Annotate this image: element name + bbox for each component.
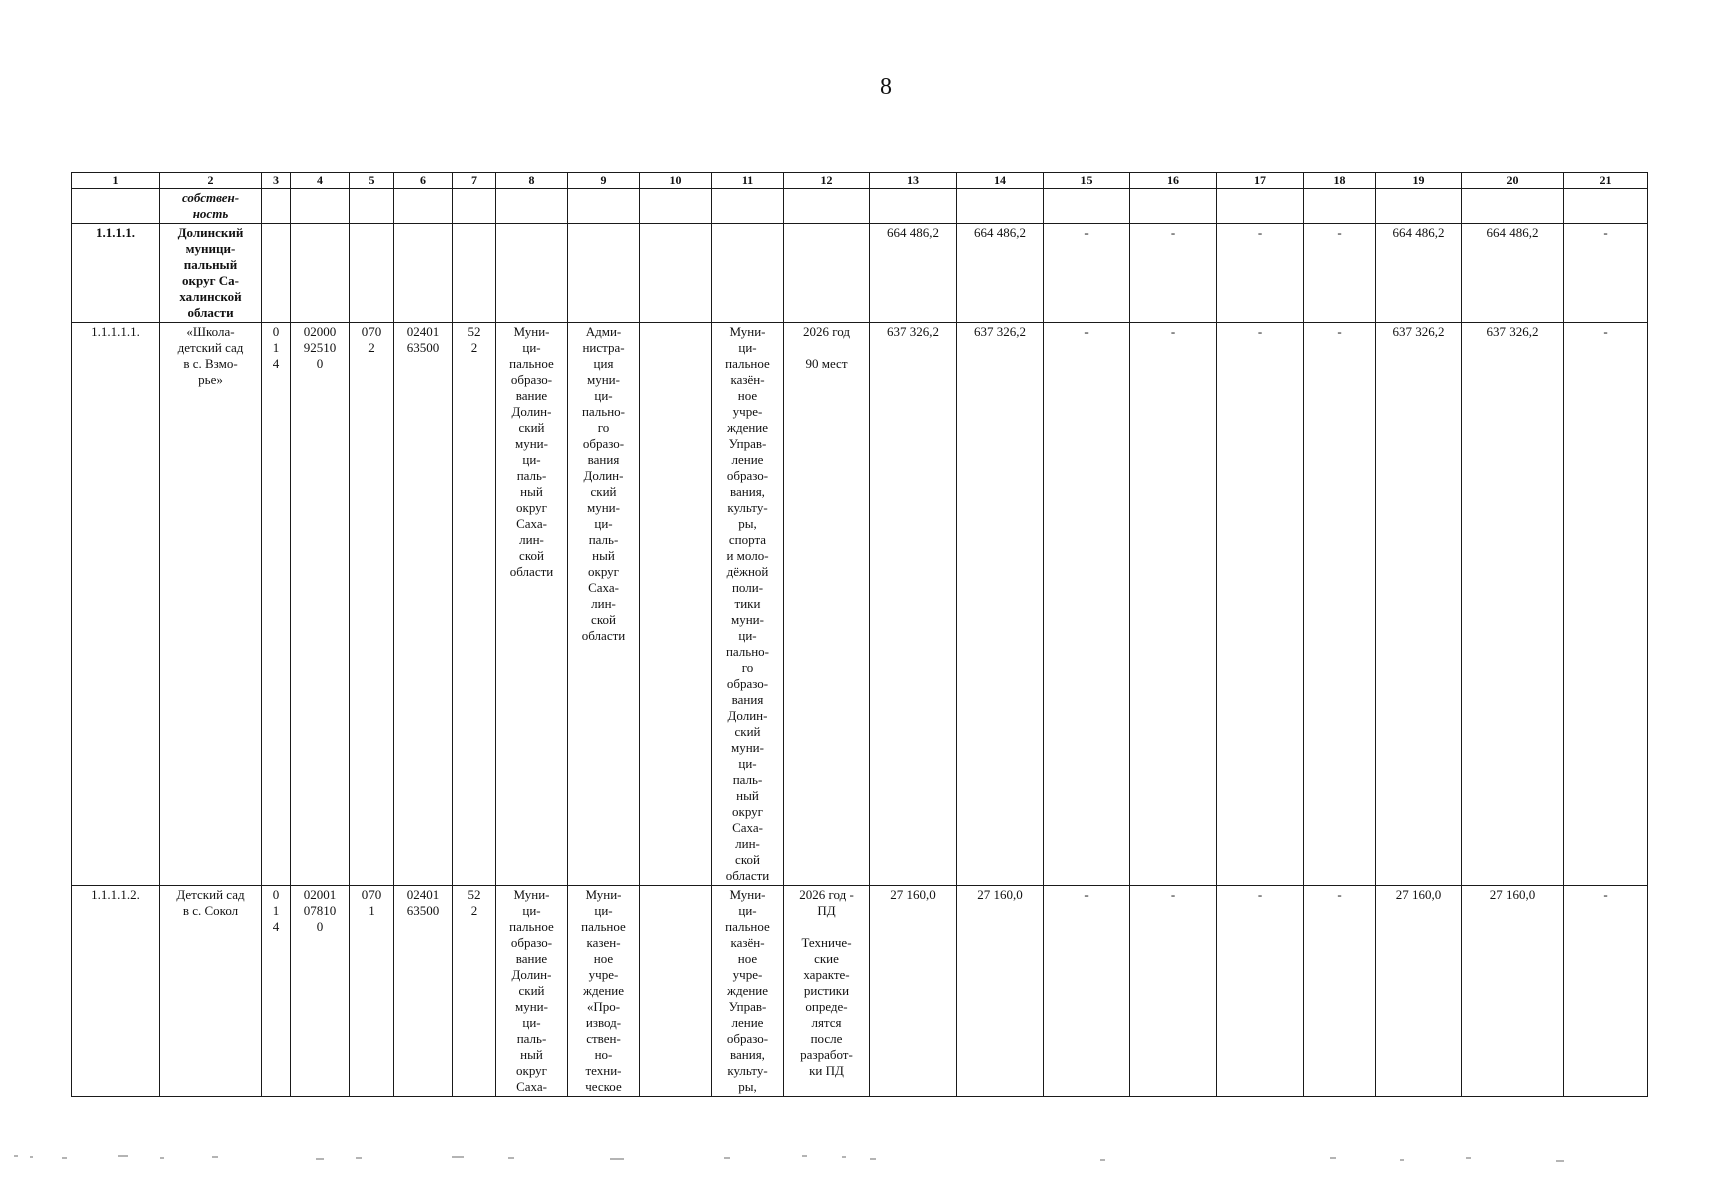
table-cell: [453, 224, 496, 323]
object-name-cell: собствен- ность: [160, 189, 262, 224]
column-header: 9: [568, 173, 640, 189]
table-cell: [72, 189, 160, 224]
dash-cell: -: [1304, 323, 1376, 886]
amount-cell: 27 160,0: [957, 886, 1044, 1097]
column-header: 14: [957, 173, 1044, 189]
code-cell: 52 2: [453, 886, 496, 1097]
code-cell: 02401 63500: [394, 886, 453, 1097]
table-row-object: [72, 323, 1648, 886]
owner-cell: Муни- ци- пальное образо- вание Долин- ский муни- ци- паль- ный округ Саха- лин- ской области: [496, 323, 568, 886]
column-header: 16: [1130, 173, 1217, 189]
column-header: 10: [640, 173, 712, 189]
table-cell: [870, 189, 957, 224]
column-header: 5: [350, 173, 394, 189]
scan-noise-decoration: [0, 1148, 1714, 1172]
column-header: 2: [160, 173, 262, 189]
column-header: 21: [1564, 173, 1648, 189]
table-cell: [394, 189, 453, 224]
column-header: 11: [712, 173, 784, 189]
term-text: 2026 год: [803, 324, 850, 339]
table-cell: [640, 224, 712, 323]
table-cell: [712, 224, 784, 323]
row-number-cell: 1.1.1.1.1.: [72, 323, 160, 886]
column-header: 1: [72, 173, 160, 189]
table-cell: [350, 189, 394, 224]
table-cell: [350, 224, 394, 323]
term-capacity-cell: [784, 323, 870, 886]
column-header: 7: [453, 173, 496, 189]
table-cell: [1304, 189, 1376, 224]
column-header: 8: [496, 173, 568, 189]
capacity-text: 90 мест: [805, 356, 848, 371]
capacity-text: Техниче- ские характе- ристики опреде- лятся после разработ- ки ПД: [800, 935, 853, 1078]
amount-cell: 27 160,0: [1462, 886, 1564, 1097]
table-cell: [640, 323, 712, 886]
column-header: 3: [262, 173, 291, 189]
developer-cell: Муни- ци- пальное казён- ное учре- ждение Управ- ление образо- вания, культу- ры,: [712, 886, 784, 1097]
table-cell: [262, 189, 291, 224]
table-cell: [1376, 189, 1462, 224]
amount-cell: 637 326,2: [870, 323, 957, 886]
row-number-cell: 1.1.1.1.: [72, 224, 160, 323]
dash-cell: -: [1564, 323, 1648, 886]
amount-cell: 27 160,0: [870, 886, 957, 1097]
amount-cell: 637 326,2: [1376, 323, 1462, 886]
column-header: 4: [291, 173, 350, 189]
code-cell: 02401 63500: [394, 323, 453, 886]
customer-cell: Адми- нистра- ция муни- ци- пально- го образо- вания Долин- ский муни- ци- паль- ный округ Саха- лин- ской области: [568, 323, 640, 886]
table-cell: [568, 189, 640, 224]
amount-cell: 664 486,2: [870, 224, 957, 323]
amount-cell: 637 326,2: [957, 323, 1044, 886]
code-cell: 02000 92510 0: [291, 323, 350, 886]
dash-cell: -: [1304, 224, 1376, 323]
page-number: 8: [880, 74, 892, 100]
column-header: 19: [1376, 173, 1462, 189]
table-cell: [640, 189, 712, 224]
dash-cell: -: [1564, 224, 1648, 323]
table-cell: [1130, 189, 1217, 224]
object-name-cell: «Школа- детский сад в с. Взмо- рье»: [160, 323, 262, 886]
amount-cell: 664 486,2: [957, 224, 1044, 323]
table-cell: [496, 189, 568, 224]
code-cell: 070 2: [350, 323, 394, 886]
owner-cell: Муни- ци- пальное образо- вание Долин- ский муни- ци- паль- ный округ Саха-: [496, 886, 568, 1097]
dash-cell: -: [1564, 886, 1648, 1097]
term-text: 2026 год - ПД: [799, 887, 854, 918]
dash-cell: -: [1217, 323, 1304, 886]
table-row-district: [72, 224, 1648, 323]
dash-cell: -: [1217, 224, 1304, 323]
table-cell: [394, 224, 453, 323]
amount-cell: 664 486,2: [1462, 224, 1564, 323]
column-header: 20: [1462, 173, 1564, 189]
dash-cell: -: [1044, 886, 1130, 1097]
table-cell: [1217, 189, 1304, 224]
code-cell: 52 2: [453, 323, 496, 886]
header-row: [72, 173, 1648, 189]
dash-cell: -: [1217, 886, 1304, 1097]
table-cell: [453, 189, 496, 224]
amount-cell: 664 486,2: [1376, 224, 1462, 323]
amount-cell: 27 160,0: [1376, 886, 1462, 1097]
table-cell: [291, 224, 350, 323]
column-header: 17: [1217, 173, 1304, 189]
table-cell: [640, 886, 712, 1097]
dash-cell: -: [1304, 886, 1376, 1097]
table-cell: [496, 224, 568, 323]
table-cell: [712, 189, 784, 224]
table-row-object: [72, 886, 1648, 1097]
code-cell: 0 1 4: [262, 886, 291, 1097]
table-cell: [568, 224, 640, 323]
code-cell: 070 1: [350, 886, 394, 1097]
dash-cell: -: [1130, 886, 1217, 1097]
column-header: 18: [1304, 173, 1376, 189]
dash-cell: -: [1130, 224, 1217, 323]
table-cell: [784, 224, 870, 323]
table-cell: [1462, 189, 1564, 224]
table-cell: [957, 189, 1044, 224]
term-capacity-cell: [784, 886, 870, 1097]
object-name-cell: Детский сад в с. Сокол: [160, 886, 262, 1097]
table-cell: [291, 189, 350, 224]
column-header: 13: [870, 173, 957, 189]
table-row-continuation: [72, 189, 1648, 224]
table-cell: [262, 224, 291, 323]
developer-cell: Муни- ци- пальное казён- ное учре- ждение Управ- ление образо- вания, культу- ры, спорта и моло- дёжной поли- тики муни- ци- пально- го образо- вания Долин- ский муни- ци- паль- ный округ Саха- лин- ской области: [712, 323, 784, 886]
table-cell: [1564, 189, 1648, 224]
budget-table: [71, 172, 1648, 1097]
table-cell: [784, 189, 870, 224]
amount-cell: 637 326,2: [1462, 323, 1564, 886]
row-number-cell: 1.1.1.1.2.: [72, 886, 160, 1097]
column-header: 12: [784, 173, 870, 189]
object-name-cell: Долинский муници- пальный округ Са- халинской области: [160, 224, 262, 323]
column-header: 6: [394, 173, 453, 189]
table-cell: [1044, 189, 1130, 224]
dash-cell: -: [1044, 323, 1130, 886]
column-header: 15: [1044, 173, 1130, 189]
customer-cell: Муни- ци- пальное казен- ное учре- ждение «Про- извод- ствен- но- техни- ческое: [568, 886, 640, 1097]
code-cell: 02001 07810 0: [291, 886, 350, 1097]
code-cell: 0 1 4: [262, 323, 291, 886]
dash-cell: -: [1130, 323, 1217, 886]
dash-cell: -: [1044, 224, 1130, 323]
